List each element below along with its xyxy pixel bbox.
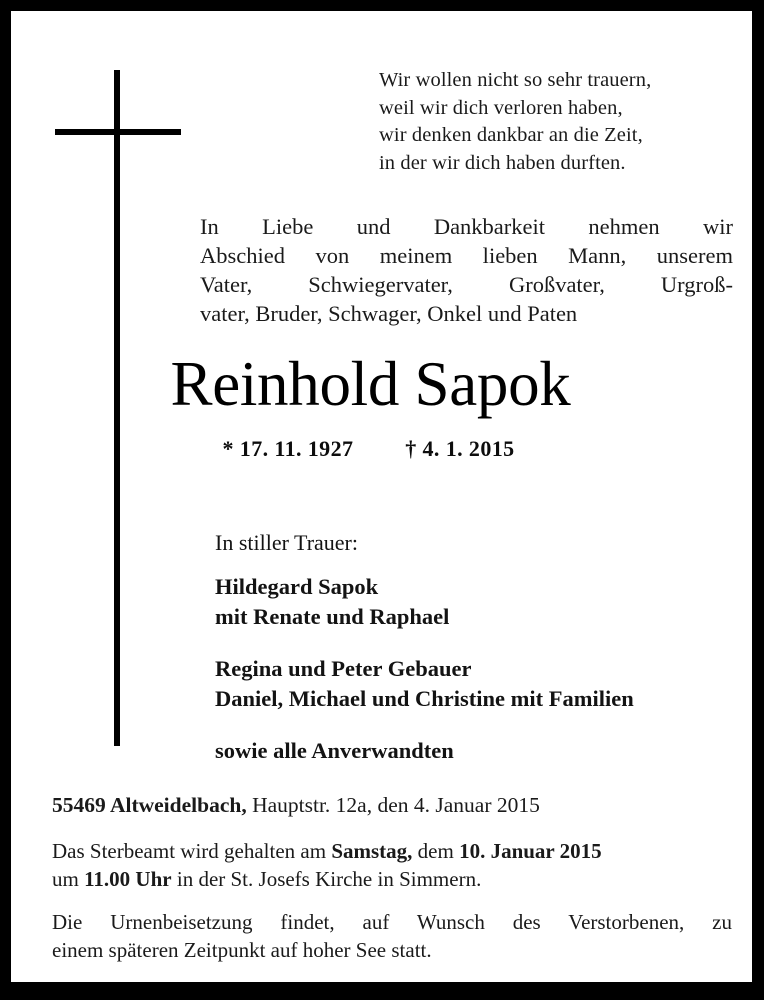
death-date: 4. 1. 2015: [422, 436, 515, 461]
address-place: 55469 Altweidelbach,: [52, 793, 247, 817]
address-line: [52, 791, 732, 819]
service-info: [52, 837, 732, 893]
farewell-intro: [200, 212, 733, 328]
mourner-line: mit Renate und Raphael: [215, 604, 450, 629]
service-text: dem: [412, 839, 460, 863]
notice-card: [11, 11, 752, 982]
deceased-name: Reinhold Sapok: [170, 349, 571, 419]
service-date: 10. Januar 2015: [459, 839, 602, 863]
mourner-line: Daniel, Michael und Christine mit Familien: [215, 686, 634, 711]
mourners-heading: In stiller Trauer:: [215, 530, 358, 555]
service-text: Das Sterbeamt wird gehalten am: [52, 839, 332, 863]
burial-info: [52, 908, 732, 964]
service-text: um: [52, 867, 85, 891]
intro-line: Abschied von meinem lieben Mann, unserem: [200, 243, 733, 268]
mourner-line: Hildegard Sapok: [215, 574, 379, 599]
birth-date: 17. 11. 1927: [239, 436, 354, 461]
death-symbol: †: [405, 436, 417, 461]
intro-line: In Liebe und Dankbarkeit nehmen wir: [200, 214, 733, 239]
notice-footer: [52, 791, 732, 964]
cross-horizontal-bar: [55, 129, 181, 135]
poem-line: wir denken dankbar an die Zeit,: [379, 124, 643, 146]
service-line: [52, 837, 732, 865]
mourner-line: Regina und Peter Gebauer: [215, 656, 472, 681]
service-line: [52, 865, 732, 893]
intro-line: vater, Bruder, Schwager, Onkel und Paten: [200, 301, 578, 326]
service-weekday: Samstag,: [331, 839, 413, 863]
poem-line: in der wir dich haben durften.: [379, 151, 626, 174]
poem-line: weil wir dich verloren haben,: [379, 96, 623, 119]
service-location: in der St. Josefs Kirche in Simmern.: [171, 867, 482, 891]
poem-line: Wir wollen nicht so sehr trauern,: [379, 69, 652, 91]
life-dates: [11, 435, 726, 463]
service-time: 11.00 Uhr: [84, 867, 172, 891]
birth-symbol: *: [222, 436, 234, 461]
burial-line: Die Urnenbeisetzung findet, auf Wunsch des Verstorbenen, zu: [52, 910, 732, 934]
mourner-group: [215, 736, 735, 766]
mourner-line: sowie alle Anverwandten: [215, 738, 454, 763]
intro-line: Vater, Schwiegervater, Großvater, Urgroß-: [200, 272, 733, 297]
mourners-section: [215, 528, 735, 766]
mourner-group: [215, 572, 735, 632]
memorial-poem: [379, 67, 735, 177]
address-detail: Hauptstr. 12a, den 4. Januar 2015: [246, 793, 540, 817]
mourner-group: [215, 654, 735, 714]
burial-line: einem späteren Zeitpunkt auf hoher See statt.: [52, 938, 432, 962]
